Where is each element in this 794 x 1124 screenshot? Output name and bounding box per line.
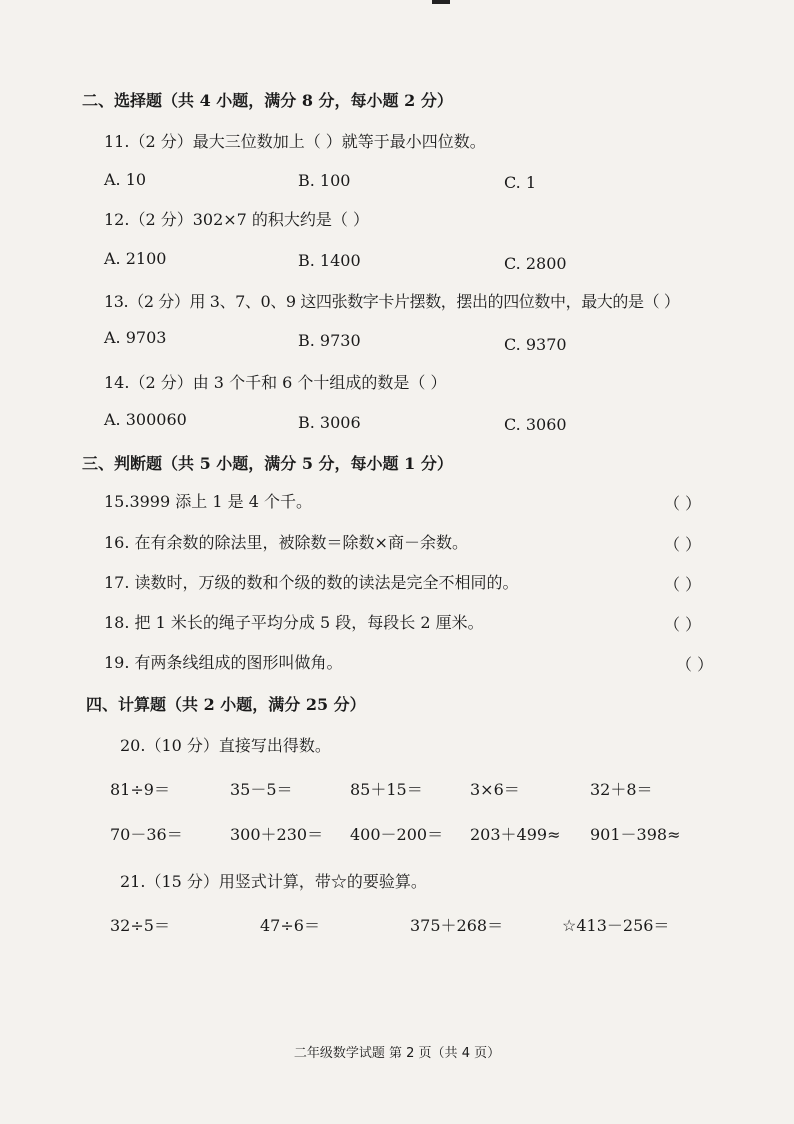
question-15-answer-paren: （ ） [664, 494, 702, 513]
page-footer: 二年级数学试题 第 2 页（共 4 页） [293, 1046, 501, 1061]
calc-item: 85＋15＝ [350, 780, 423, 799]
question-19-answer-paren: （ ） [676, 655, 714, 674]
question-18-answer-paren: （ ） [664, 615, 702, 634]
question-14-option-b: B. 3006 [298, 413, 361, 432]
question-20-stem: 20.（10 分）直接写出得数。 [120, 736, 331, 755]
question-14-stem: 14.（2 分）由 3 个千和 6 个十组成的数是（ ） [104, 373, 447, 392]
question-11-option-b: B. 100 [298, 171, 351, 190]
calc-item: 81÷9＝ [110, 780, 170, 799]
question-16-stem: 16. 在有余数的除法里，被除数＝除数×商－余数。 [104, 533, 468, 552]
question-12-option-c: C. 2800 [504, 254, 567, 273]
question-14-option-c: C. 3060 [504, 415, 567, 434]
question-14-option-a: A. 300060 [104, 410, 187, 429]
calc-item: 300＋230＝ [230, 825, 324, 844]
calc-item: 70－36＝ [110, 825, 183, 844]
question-13-option-a: A. 9703 [104, 328, 167, 347]
section-heading-choice: 二、选择题（共 4 小题，满分 8 分，每小题 2 分） [82, 91, 453, 110]
calc-item: 400－200＝ [350, 825, 444, 844]
question-21-stem: 21.（15 分）用竖式计算，带☆的要验算。 [120, 872, 427, 891]
section-heading-judge: 三、判断题（共 5 小题，满分 5 分，每小题 1 分） [82, 454, 453, 473]
calc-item: 375＋268＝ [410, 916, 504, 935]
question-12-option-b: B. 1400 [298, 251, 361, 270]
calc-item: 901－398≈ [590, 825, 681, 844]
question-12-option-a: A. 2100 [104, 249, 167, 268]
calc-item: 32÷5＝ [110, 916, 170, 935]
question-19-stem: 19. 有两条线组成的图形叫做角。 [104, 653, 343, 672]
question-18-stem: 18. 把 1 米长的绳子平均分成 5 段，每段长 2 厘米。 [104, 613, 484, 632]
question-17-answer-paren: （ ） [664, 575, 702, 594]
question-15-stem: 15.3999 添上 1 是 4 个千。 [104, 492, 312, 511]
question-13-option-b: B. 9730 [298, 331, 361, 350]
calc-item: 47÷6＝ [260, 916, 320, 935]
calc-item: 203＋499≈ [470, 825, 561, 844]
section-heading-calc: 四、计算题（共 2 小题，满分 25 分） [86, 695, 366, 714]
question-11-stem: 11.（2 分）最大三位数加上（ ）就等于最小四位数。 [104, 132, 486, 151]
question-17-stem: 17. 读数时，万级的数和个级的数的读法是完全不相同的。 [104, 573, 519, 592]
question-11-option-a: A. 10 [104, 170, 147, 189]
calc-item: 32＋8＝ [590, 780, 653, 799]
calc-item: 35－5＝ [230, 780, 293, 799]
calc-item: 3×6＝ [470, 780, 520, 799]
calc-item: ☆413－256＝ [562, 916, 670, 935]
question-11-option-c: C. 1 [504, 173, 537, 192]
question-13-option-c: C. 9370 [504, 335, 567, 354]
page-edge-mark [432, 0, 450, 4]
question-16-answer-paren: （ ） [664, 535, 702, 554]
question-12-stem: 12.（2 分）302×7 的积大约是（ ） [104, 210, 370, 229]
question-13-stem: 13.（2 分）用 3、7、0、9 这四张数字卡片摆数，摆出的四位数中，最大的是（ ） [104, 292, 680, 311]
